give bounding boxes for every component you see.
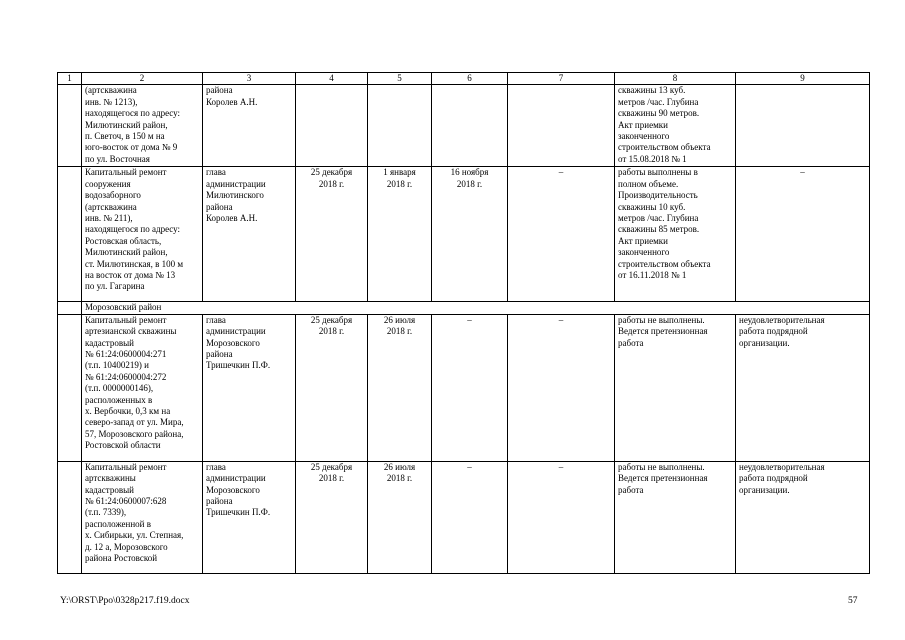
column-number: 3 bbox=[203, 73, 296, 85]
column-number-row bbox=[58, 73, 870, 85]
completion-date: 16 ноября 2018 г. bbox=[432, 167, 508, 302]
table-cell: – bbox=[432, 314, 508, 461]
column-number: 6 bbox=[432, 73, 508, 85]
table-cell: – bbox=[508, 167, 615, 302]
object-description: Капитальный ремонт сооружения водозаборного (артскважина инв. № 211), находящегося по адресу: Ростовская область, Милютинский район, ст. Милютинская, в 100 м на восток от дома № 13 по ул. Гагарина bbox=[82, 167, 203, 302]
table-cell bbox=[432, 85, 508, 167]
table-cell bbox=[58, 302, 82, 314]
table-cell bbox=[58, 85, 82, 167]
contract-date: 25 декабря 2018 г. bbox=[296, 167, 368, 302]
footer-file-path: Y:\ORST\Ppo\0328p217.f19.docx bbox=[60, 596, 190, 606]
table-cell bbox=[508, 85, 615, 167]
table-cell: – bbox=[508, 314, 615, 461]
table-cell bbox=[58, 461, 82, 573]
start-date: 1 января 2018 г. bbox=[368, 167, 432, 302]
table-row bbox=[58, 85, 870, 167]
region-row bbox=[58, 302, 870, 314]
remarks: неудовлетворительная работа подрядной организации. bbox=[736, 461, 870, 573]
table-cell bbox=[58, 314, 82, 461]
table-cell bbox=[296, 85, 368, 167]
table-cell bbox=[58, 167, 82, 302]
column-number: 2 bbox=[82, 73, 203, 85]
table-cell: – bbox=[432, 461, 508, 573]
object-description: (артскважина инв. № 1213), находящегося по адресу: Милютинский район, п. Светоч, в 150 м на юго-восток от дома № 9 по ул. Восточная bbox=[82, 85, 203, 167]
work-status: работы не выполнены. Ведется претензионная работа bbox=[615, 461, 736, 573]
column-number: 9 bbox=[736, 73, 870, 85]
table-row bbox=[58, 167, 870, 302]
responsible-person: глава администрации Морозовского района Тришечкин П.Ф. bbox=[203, 314, 296, 461]
table-cell: – bbox=[508, 461, 615, 573]
work-status: скважины 13 куб. метров /час. Глубина скважины 90 метров. Акт приемки законченного строительством объекта от 15.08.2018 № 1 bbox=[615, 85, 736, 167]
remarks: неудовлетворительная работа подрядной организации. bbox=[736, 314, 870, 461]
responsible-person: глава администрации Морозовского района Тришечкин П.Ф. bbox=[203, 461, 296, 573]
region-name: Морозовский район bbox=[82, 302, 870, 314]
page-number: 57 bbox=[848, 596, 858, 606]
column-number: 5 bbox=[368, 73, 432, 85]
table-row bbox=[58, 314, 870, 461]
table-cell: – bbox=[736, 167, 870, 302]
table-cell bbox=[368, 85, 432, 167]
table-cell bbox=[736, 85, 870, 167]
responsible-person: района Королев А.Н. bbox=[203, 85, 296, 167]
contract-date: 25 декабря 2018 г. bbox=[296, 461, 368, 573]
column-number: 7 bbox=[508, 73, 615, 85]
responsible-person: глава администрации Милютинского района Королев А.Н. bbox=[203, 167, 296, 302]
table-row bbox=[58, 461, 870, 573]
object-description: Капитальный ремонт артезианской скважины кадастровый № 61:24:0600004:271 (т.п. 10400219) и № 61:24:0600004:272 (т.п. 0000000146), расположенных в х. Вербочки, 0,3 км на северо-запад от ул. Мира, 57, Морозовского района, Ростовской области bbox=[82, 314, 203, 461]
work-status: работы выполнены в полном объеме. Производительность скважины 10 куб. метров /час. Глубина скважины 85 метров. Акт приемки законченного строительством объекта от 16.11.2018 № 1 bbox=[615, 167, 736, 302]
report-table bbox=[57, 72, 870, 574]
work-status: работы не выполнены. Ведется претензионная работа bbox=[615, 314, 736, 461]
object-description: Капитальный ремонт артскважины кадастровый № 61:24:0600007:628 (т.п. 7339), расположенной в х. Сибирьки, ул. Степная, д. 12 а, Морозовского района Ростовской bbox=[82, 461, 203, 573]
start-date: 26 июля 2018 г. bbox=[368, 461, 432, 573]
column-number: 1 bbox=[58, 73, 82, 85]
start-date: 26 июля 2018 г. bbox=[368, 314, 432, 461]
column-number: 4 bbox=[296, 73, 368, 85]
contract-date: 25 декабря 2018 г. bbox=[296, 314, 368, 461]
column-number: 8 bbox=[615, 73, 736, 85]
